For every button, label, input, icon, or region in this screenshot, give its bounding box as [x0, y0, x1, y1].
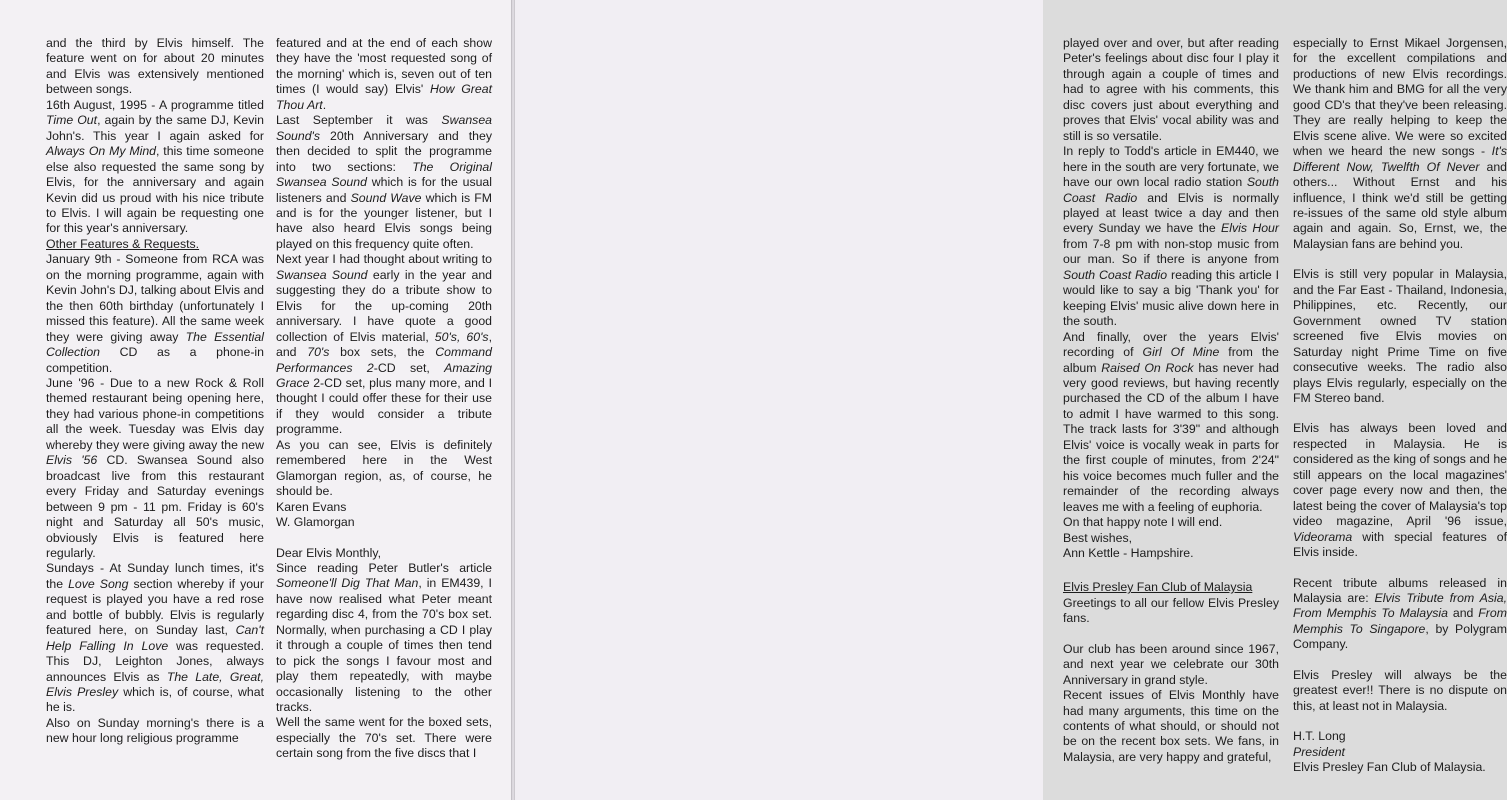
paragraph: [46, 716, 264, 747]
text-run: -CD set,: [373, 360, 445, 375]
text-run: , again by the same DJ, Kevin John's. This year I again asked for: [46, 113, 264, 143]
text-run: , in EM439, I have now realised what Peter meant regarding disc 4, from the 70's box set. Normally, when purchasing a CD I play it through a couple of times then tend to pick the songs I favour most and play them repeatedly, with maybe occasionally listening to the other tracks.: [276, 576, 492, 715]
italic-title: Time Out: [46, 113, 98, 128]
text-run: Ann Kettle - Hampshire.: [1063, 545, 1194, 560]
text-run: And finally, over the years Elvis' recording of: [1063, 329, 1279, 360]
italic-title: From Memphis To Singapore: [1293, 606, 1507, 636]
paragraph: [46, 98, 264, 237]
paragraph: [1293, 745, 1507, 760]
paragraph: [1063, 330, 1279, 515]
text-run: Elvis Presley will always be the greatest ever!! There is no dispute on this, at least not in Malaysia.: [1293, 667, 1507, 713]
italic-title: It's Different Now, Twelfth Of Never: [1293, 144, 1507, 174]
italic-title: Someone'll Dig That Man: [276, 576, 419, 591]
text-run: was requested. This DJ, Leighton Jones, always announces Elvis as: [46, 638, 264, 684]
italic-title: Command Performances 2: [276, 345, 492, 375]
text-run: featured and at the end of each show they have the 'most requested song of the morning' which is, seven out of ten times (I would say) Elvis': [276, 36, 492, 97]
text-run: Recent issues of Elvis Monthly have had many arguments, this time on the contents of what should, or should not be on the recent box sets. We fans, in Malaysia, are very happy and grateful,: [1063, 688, 1279, 764]
text-run: Dear Elvis Monthly,: [276, 545, 382, 560]
underlined-heading: Other Features & Requests.: [46, 236, 200, 251]
italic-title: The Original Swansea Sound: [276, 159, 492, 190]
paragraph: [1293, 421, 1507, 560]
column-3: [1063, 36, 1279, 796]
text-run: June '96 - Due to a new Rock & Roll themed restaurant being opening here, they had various phone-in competitions all the week. Tuesday was Elvis day whereby they were giving away the new: [46, 375, 264, 452]
italic-title: 70's: [307, 345, 330, 360]
italic-title: Elvis Tribute from Asia, From Memphis To Malaysia: [1293, 590, 1507, 621]
paragraph: [46, 36, 264, 98]
text-run: section whereby if your request is played you have a red rose and bottle of bubbly. Elvis is regularly featured here, on Sunday last,: [46, 576, 264, 638]
paragraph: [276, 252, 492, 437]
text-run: CD as a phone-in competition.: [46, 345, 264, 375]
italic-title: Swansea Sound's: [276, 113, 492, 143]
text-run: and others... Without Ernst and his influence, I think we'd still be getting re-issues of the same old style album again and again. So, Ernst, we, the Malaysian fans are behind you.: [1293, 159, 1507, 251]
italic-title: The Late, Great, Elvis Presley: [46, 669, 265, 700]
text-run: Greetings to all our fellow Elvis Presley fans.: [1063, 595, 1279, 626]
paragraph: [1063, 596, 1279, 627]
paragraph: [276, 36, 492, 113]
text-run: 20th Anniversary and they then decided to split the programme into two sections:: [276, 128, 492, 174]
text-run: Last September it was: [276, 113, 442, 128]
paragraph: [1293, 729, 1507, 744]
paragraph: [46, 561, 264, 716]
italic-title: Love Song: [68, 576, 129, 591]
paragraph: [1063, 36, 1279, 144]
column-4: [1293, 36, 1507, 796]
text-run: Since reading Peter Butler's article: [276, 560, 492, 575]
paragraph: [1063, 515, 1279, 530]
italic-title: President: [1293, 744, 1345, 759]
column-1: [46, 36, 264, 796]
text-run: Best wishes,: [1063, 530, 1133, 545]
text-run: 16th August, 1995 - A programme titled: [46, 97, 264, 112]
paragraph: [46, 376, 264, 561]
text-run: especially to Ernst Mikael Jorgensen, for the excellent compilations and productions of new Elvis recordings. We thank him and BMG for all the very good CD's that they've been releasing. They are really helping to keep the Elvis scene alive. We were so excited when we heard the new songs -: [1293, 36, 1507, 159]
paragraph: [1063, 580, 1279, 595]
text-run: , by Polygram Company.: [1293, 621, 1507, 652]
italic-title: Always On My Mind: [46, 144, 157, 159]
paragraph: [1063, 531, 1279, 546]
paragraph: [46, 252, 264, 376]
italic-title: Elvis '56: [46, 453, 98, 468]
paragraph: [1063, 688, 1279, 765]
text-run: In reply to Todd's article in EM440, we here in the south are very fortunate, we have our own local radio station: [1063, 144, 1279, 190]
paragraph: [1293, 576, 1507, 653]
text-run: Also on Sunday morning's there is a new hour long religious programme: [46, 715, 264, 746]
text-run: which is, of course, what he is.: [46, 685, 264, 715]
paragraph: [276, 546, 492, 561]
text-run: from 7-8 pm with non-stop music from our man. So if there is anyone from: [1063, 236, 1279, 267]
italic-title: Elvis Hour: [1221, 221, 1279, 236]
text-run: box sets, the: [329, 345, 436, 360]
column-2: [276, 36, 492, 796]
text-run: Next year I had thought about writing to: [276, 252, 492, 267]
paragraph: [276, 561, 492, 716]
text-run: early in the year and suggesting they do a tribute show to Elvis for the up-coming 20th anniversary. I have quote a good collection of Elvis material,: [276, 267, 493, 344]
text-run: , and: [276, 329, 492, 360]
text-run: On that happy note I will end.: [1063, 515, 1223, 530]
italic-title: Girl Of Mine: [1142, 345, 1220, 360]
text-run: 2-CD set, plus many more, and I thought I could offer these for their use if they would consider a tribute programme.: [276, 375, 492, 437]
paragraph: [1293, 760, 1507, 775]
text-run: CD. Swansea Sound also broadcast live from this restaurant every Friday and Saturday evenings between 9 pm - 11 pm. Friday is 60's night and Saturday all 50's music, obviously Elvis is featured here regularly.: [46, 453, 265, 560]
italic-title: South Coast Radio: [1063, 267, 1168, 282]
text-run: Our club has been around since 1967, and next year we celebrate our 30th Anniversary in grand style.: [1063, 641, 1279, 687]
right-page: [515, 0, 1507, 800]
text-run: played over and over, but after reading Peter's feelings about disc four I play it through again a couple of times and had to agree with his comments, this disc covers just about everything and proves that Elvis' vocal ability was and still is so versatile.: [1063, 36, 1279, 143]
text-run: which is FM and is for the younger listener, but I have also heard Elvis songs being played on this frequency quite often.: [276, 190, 493, 251]
italic-title: Raised On Rock: [1101, 360, 1194, 375]
italic-title: 50's, 60's: [434, 329, 489, 344]
text-run: has never had very good reviews, but having recently purchased the CD of the album I have to admit I have warmed to this song. The track lasts for 3'39" and although Elvis' voice is vocally weak in parts for the first couple of minutes, from 2'24" his voice becomes much fuller and the remainder of the recording always leaves me with a feeling of euphoria.: [1063, 360, 1279, 514]
paragraph: [276, 438, 492, 500]
text-run: Recent tribute albums released in Malaysia are:: [1293, 575, 1507, 605]
paragraph: [1293, 267, 1507, 406]
paragraph: [1063, 642, 1279, 688]
underlined-heading: Elvis Presley Fan Club of Malaysia: [1063, 580, 1253, 595]
text-run: and Elvis is normally played at least twice a day and then every Sunday we have the: [1063, 190, 1280, 236]
text-run: and: [1447, 606, 1479, 621]
paragraph: [1293, 668, 1507, 714]
text-run: from the album: [1063, 345, 1279, 375]
text-run: .: [322, 97, 327, 112]
paragraph: [276, 500, 492, 515]
text-run: W. Glamorgan: [276, 515, 355, 530]
paragraph: [46, 237, 264, 252]
text-run: reading this article I would like to say a big 'Thank you' for keeping Elvis' music alive down here in the south.: [1063, 267, 1279, 329]
text-run: , this time someone else also requested the same song by Elvis, for the anniversary and again Kevin did us proud with his nice tribute to Elvis. I will again be requesting one for this year's anniversary.: [46, 144, 264, 236]
paragraph: [1063, 144, 1279, 329]
paragraph: [1293, 36, 1507, 252]
text-run: Elvis is still very popular in Malaysia, and the Far East - Thailand, Indonesia, Philippines, etc. Recently, our Government owned TV station screened five Elvis movies on Saturday night Prime Time on five consecutive weeks. The radio also plays Elvis regularly, especially on the FM Stereo band.: [1293, 267, 1507, 405]
paragraph: [276, 113, 492, 252]
paragraph: [276, 515, 492, 530]
text-run: Karen Evans: [276, 499, 347, 514]
text-run: which is for the usual listeners and: [276, 175, 493, 205]
italic-title: The Essential Collection: [46, 329, 264, 360]
text-run: H.T. Long: [1293, 729, 1346, 744]
italic-title: Videorama: [1293, 529, 1353, 544]
text-run: Elvis Presley Fan Club of Malaysia.: [1293, 760, 1486, 775]
text-run: Well the same went for the boxed sets, especially the 70's set. There were certain song from the five discs that I: [276, 715, 492, 761]
italic-title: Sound Wave: [350, 190, 422, 205]
italic-title: South Coast Radio: [1063, 175, 1279, 205]
paragraph: [276, 715, 492, 761]
text-run: Sundays - At Sunday lunch times, it's the: [46, 561, 264, 591]
paragraph: [1063, 546, 1279, 561]
italic-title: Swansea Sound: [276, 267, 368, 282]
text-run: and the third by Elvis himself. The feature went on for about 20 minutes and Elvis was extensively mentioned between songs.: [46, 36, 264, 97]
italic-title: How Great Thou Art: [276, 82, 492, 112]
italic-title: Amazing Grace: [276, 360, 492, 390]
text-run: January 9th - Someone from RCA was on the morning programme, again with Kevin John's DJ, talking about Elvis and the then 60th birthday (unfortunately I missed this feature). All the same week they were giving away: [46, 252, 264, 344]
text-run: As you can see, Elvis is definitely remembered here in the West Glamorgan region, as, of course, he should be.: [276, 437, 492, 499]
text-run: Elvis has always been loved and respected in Malaysia. He is considered as the king of songs and he still appears on the local magazines' cover page every now and then, the latest being the cover of Malaysia's top video magazine, April '96 issue,: [1293, 421, 1507, 529]
text-run: with special features of Elvis inside.: [1293, 529, 1507, 560]
italic-title: Can't Help Falling In Love: [46, 623, 264, 653]
left-page: [0, 0, 511, 800]
